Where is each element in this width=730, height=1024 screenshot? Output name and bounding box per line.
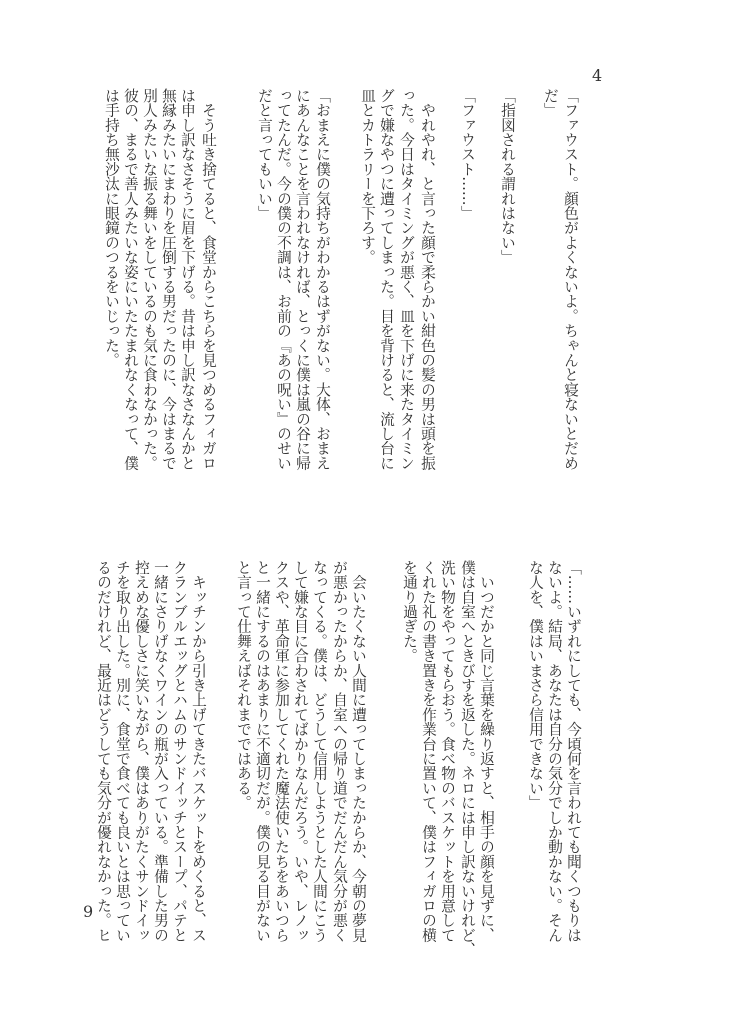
text-line: 別人みたいな振る舞いをしているのも気に食わなかった。 bbox=[141, 88, 158, 471]
text-line: 控えめな優しさに笑いながら、僕はありがたくサンドイッ bbox=[133, 560, 150, 943]
text-line: るのだけれど、最近はどうしても気分が優れなかった。ヒ bbox=[95, 560, 112, 943]
text-line: 「……いずれにしても、今頃何を言われても聞くつもりは bbox=[565, 560, 582, 943]
text-line: を通り過ぎた。 bbox=[401, 560, 418, 663]
text-line: 僕は自室へときびすを返した。ネロには申し訳ないけれど、 bbox=[459, 560, 476, 957]
text-line: いつだかと同じ言葉を繰り返すと、相手の顔を見ずに、 bbox=[478, 560, 495, 943]
text-line: グで嫌なやつに遭ってしまった。目を背けると、流し台に bbox=[378, 88, 395, 471]
text-line: クランブルエッグとハムのサンドイッチとスープ、パテと bbox=[171, 560, 188, 943]
text-line: は手持ち無沙汰に眼鏡のつるをいじった。 bbox=[103, 88, 120, 368]
text-line: 「ファウスト。顔色がよくないよ。ちゃんと寝ないとだめ bbox=[562, 88, 579, 471]
text-line: だと言ってもいい」 bbox=[256, 88, 273, 221]
page-number-bottom: 9 bbox=[83, 902, 94, 921]
text-line: ないよ。結局、あなたは自分の気分でしか動かない。そん bbox=[546, 560, 563, 943]
text-line: 「ファウスト……」 bbox=[459, 88, 476, 221]
text-line: ってたんだ。今の僕の不調は、お前の『あの呪い』のせい bbox=[275, 88, 292, 471]
text-line: にあんなことを言われなければ、とっくに僕は嵐の谷に帰 bbox=[294, 88, 311, 471]
text-line: やれやれ、と言った顔で柔らかい紺色の髪の男は頭を振 bbox=[419, 88, 436, 471]
text-line: が悪かったからか、自室への帰り道でだんだん気分が悪く bbox=[331, 560, 348, 943]
page-number-top: 4 bbox=[592, 66, 603, 85]
text-line: と言って仕舞えばそれまでではある。 bbox=[235, 560, 252, 810]
text-line: なってくる。僕は、どうして信用しようとした人間にこう bbox=[311, 560, 328, 943]
text-line: 無縁みたいにまわりを圧倒する男だったのに、今はまるで bbox=[160, 88, 177, 471]
text-line: 皿とカトラリーを下ろす。 bbox=[359, 88, 376, 265]
text-line: 「おまえに僕の気持ちがわかるはずがない。大体、おまえ bbox=[314, 88, 331, 471]
text-line: して嫌な目に合わされてばかりなんだろう。いや、レノッ bbox=[292, 560, 309, 943]
text-line: くれた礼の書き置きを作業台に置いて、僕はフィガロの横 bbox=[420, 560, 437, 943]
text-line: な人を、僕はいまさら信用できない」 bbox=[527, 560, 544, 810]
text-line: 一緒にさりげなくワインの瓶が入っている。準備した男の bbox=[152, 560, 169, 943]
text-line: 会いたくない人間に遭ってしまったからか、今朝の夢見 bbox=[350, 560, 367, 943]
text-line: った。今日はタイミングが悪く、皿を下げに来たタイミン bbox=[398, 88, 415, 471]
text-line: クスや、革命軍に参加してくれた魔法使いたちをあいつら bbox=[273, 560, 290, 943]
text-line: キッチンから引き上げてきたバスケットをめくると、ス bbox=[190, 560, 207, 943]
text-line: 洗い物をやってもらおう。食べ物のバスケットを用意して bbox=[439, 560, 456, 943]
text-line: と一緒にするのはあまりに不適切だが。僕の見る目がない bbox=[254, 560, 271, 943]
text-line: だ」 bbox=[542, 88, 559, 118]
text-line: チを取り出した。別に、食堂で食べても良いとは思ってい bbox=[114, 560, 131, 943]
text-line: 「指図される謂れはない」 bbox=[499, 88, 516, 265]
text-line: 彼の、まるで善人みたいな姿にいたたまれなくなって、僕 bbox=[122, 88, 139, 471]
text-line: は申し訳なさそうに眉を下げる。昔は申し訳なさなんかと bbox=[179, 88, 196, 471]
text-line: そう吐き捨てると、食堂からこちらを見つめるフィガロ bbox=[200, 88, 217, 471]
